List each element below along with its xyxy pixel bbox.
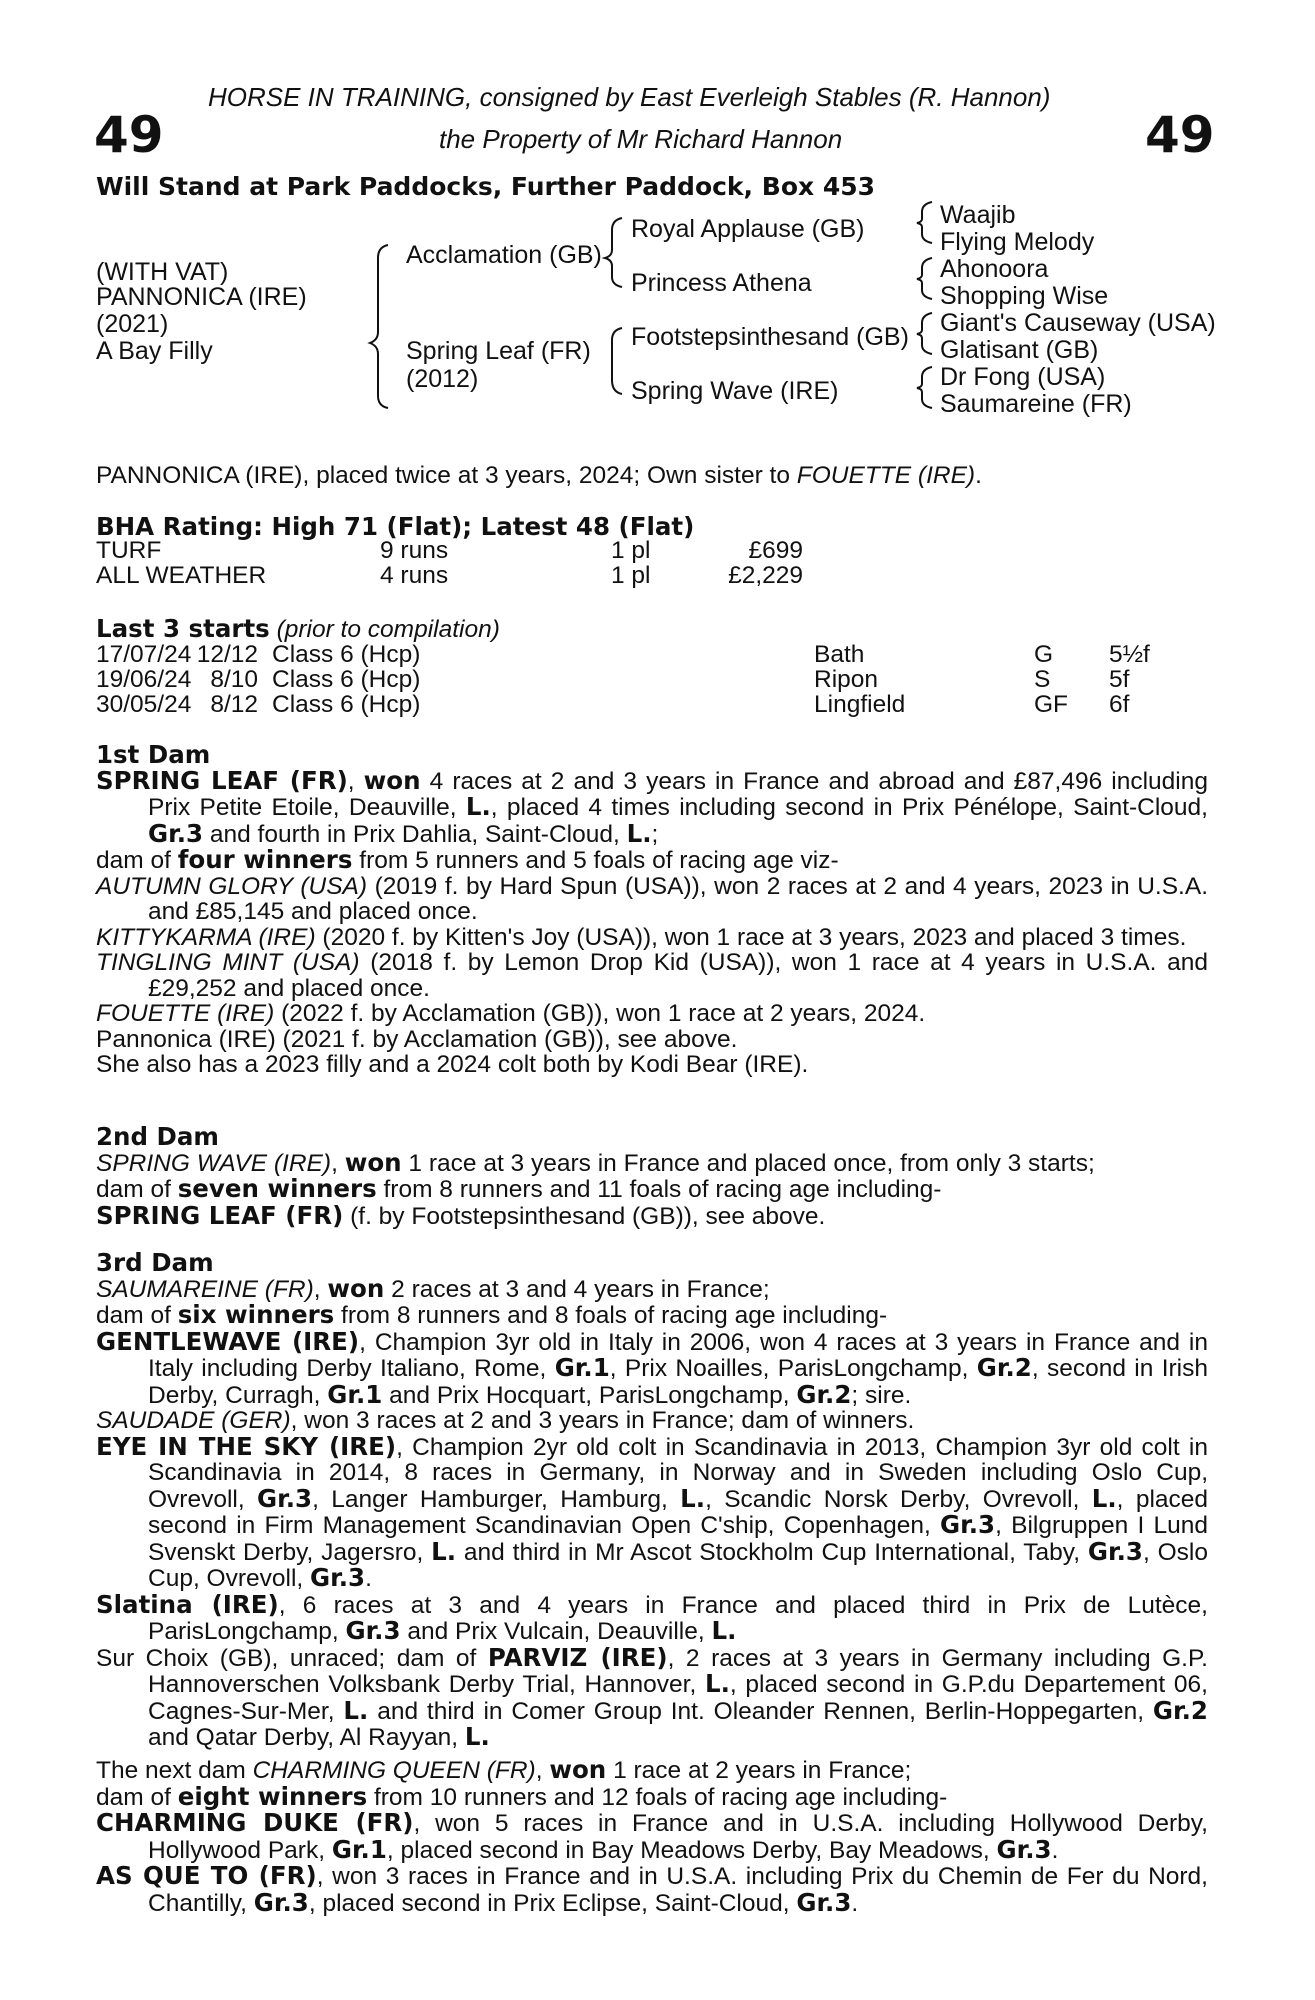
text-run: Gr.1 xyxy=(554,1353,610,1382)
text-run: TINGLING MINT (USA) xyxy=(96,949,360,976)
text-run: L. xyxy=(465,792,491,821)
text-run: , xyxy=(347,767,364,795)
text-run: Slatina (IRE) xyxy=(96,1589,279,1619)
lot-number-right: 49 xyxy=(1145,106,1215,164)
text-run: Gr.3 xyxy=(796,1887,852,1917)
text-run: Gr.1 xyxy=(327,1379,383,1409)
section-title: 2nd Dam xyxy=(96,1122,219,1151)
text-run: EYE IN THE SKY (IRE) xyxy=(96,1431,397,1461)
text-run: Gr.3 xyxy=(310,1563,366,1592)
text-run: , Champion 3yr old in Italy in 2006, won 4 races at 3 years in France and in Italy including Derby Italiano, Rome, xyxy=(148,1328,1208,1382)
text-run: Gr.1 xyxy=(331,1834,387,1864)
text-run: and third in Mr Ascot Stockholm Cup International, Taby, xyxy=(456,1538,1088,1566)
text-run: L. xyxy=(464,1722,490,1751)
text-run: and Prix Hocquart, ParisLongchamp, xyxy=(382,1381,797,1409)
text-run: seven winners xyxy=(177,1174,377,1203)
third-dam-record xyxy=(96,1273,1208,1303)
start-distance: 5½f xyxy=(1109,641,1150,668)
foal-entry xyxy=(96,925,1208,951)
start-date: 17/07/24 xyxy=(96,641,192,668)
foal-entry xyxy=(96,1027,1208,1053)
text-run: from 5 runners and 5 foals of racing age viz- xyxy=(352,847,839,874)
start-class: Class 6 (Hcp) xyxy=(272,666,421,693)
ancestor-ddd: Saumareine (FR) xyxy=(940,390,1132,418)
text-run: , xyxy=(535,1757,550,1784)
last-starts-table xyxy=(96,642,1150,717)
sire-dam: Princess Athena xyxy=(631,269,812,297)
text-run: , xyxy=(331,1149,345,1177)
text-run: SAUDADE (GER) xyxy=(96,1407,291,1434)
last-starts-heading xyxy=(96,616,500,643)
foal-entry xyxy=(96,1001,1208,1027)
bha-rating-title: BHA Rating: High 71 (Flat); Latest 48 (Flat) xyxy=(96,512,695,541)
text-run: AUTUMN GLORY (USA) xyxy=(96,872,368,900)
text-run: Gr.3 xyxy=(148,818,204,848)
runs: 9 runs xyxy=(380,537,449,564)
text-run: won xyxy=(363,765,421,795)
text-run: AS QUE TO (FR) xyxy=(96,1861,317,1890)
text-run: L. xyxy=(704,1669,730,1698)
text-run: dam of xyxy=(96,1176,178,1203)
summary-end: . xyxy=(975,462,982,489)
text-run: SPRING LEAF (FR) xyxy=(96,765,348,795)
text-run: and Qatar Derby, Al Rayyan, xyxy=(148,1724,465,1751)
text-run: won xyxy=(327,1273,385,1303)
text-run: Pannonica (IRE) (2021 f. by Acclamation (GB)), see above. xyxy=(96,1025,738,1053)
text-run: , placed 4 times including second in Prix Pénélope, Saint-Cloud, xyxy=(490,794,1208,821)
foal-entry xyxy=(96,1408,1208,1434)
grandfoal-entry xyxy=(96,1642,1208,1751)
stand-location: Will Stand at Park Paddocks, Further Paddock, Box 453 xyxy=(96,172,876,201)
foal-entry xyxy=(96,1863,1208,1916)
text-run: , xyxy=(313,1275,328,1303)
summary-text: PANNONICA (IRE), placed twice at 3 years, 2024; Own sister to xyxy=(96,462,797,489)
consignor-line: HORSE IN TRAINING, consigned by East Everleigh Stables (R. Hannon) xyxy=(208,82,1051,112)
text-run: L. xyxy=(626,818,652,848)
text-run: from 8 runners and 11 foals of racing age including- xyxy=(376,1176,942,1203)
dam-year: (2012) xyxy=(406,365,479,393)
text-run: won xyxy=(344,1147,402,1177)
text-run: She also has a 2023 filly and a 2024 colt both by Kodi Bear (IRE). xyxy=(96,1051,809,1078)
start-date: 19/06/24 xyxy=(96,666,192,693)
ancestor-sds: Ahonoora xyxy=(940,255,1049,283)
foal-entry xyxy=(96,1326,1209,1409)
text-run: , Bilgruppen I Lund Svenskt Derby, Jagersro, xyxy=(148,1512,1208,1566)
dam: Spring Leaf (FR) xyxy=(406,337,591,365)
foal-entry xyxy=(96,874,1208,925)
text-run: from 8 runners and 8 foals of racing age including- xyxy=(334,1302,888,1329)
text-run: , placed second in Firm Management Scandinavian Open C'ship, Copenhagen, xyxy=(148,1485,1209,1539)
rating-row xyxy=(96,563,803,588)
text-run: Gr.2 xyxy=(796,1379,852,1409)
dam-dam: Spring Wave (IRE) xyxy=(631,377,839,405)
text-run: dam of xyxy=(96,1783,178,1811)
sire: Acclamation (GB) xyxy=(406,241,602,269)
foal-entry xyxy=(96,950,1208,1001)
text-run: (2022 f. by Acclamation (GB)), won 1 race at 2 years, 2024. xyxy=(274,1000,926,1027)
text-run: Gr.3 xyxy=(345,1616,401,1645)
ancestor-dds: Dr Fong (USA) xyxy=(940,363,1106,391)
text-run: (f. by Footstepsinthesand (GB)), see above. xyxy=(343,1202,826,1230)
property-line: the Property of Mr Richard Hannon xyxy=(439,124,843,154)
sire-sire: Royal Applause (GB) xyxy=(631,215,865,243)
text-run: The next dam xyxy=(96,1757,253,1784)
next-dam-section xyxy=(96,1757,1208,1916)
section-title: 1st Dam xyxy=(96,740,211,769)
start-position: 12/12 xyxy=(196,641,258,668)
text-run: (2020 f. by Kitten's Joy (USA)), won 1 race at 3 years, 2023 and placed 3 times. xyxy=(315,923,1187,951)
horse-name: PANNONICA (IRE) xyxy=(96,283,307,311)
first-dam-record xyxy=(96,765,1209,848)
start-position: 8/10 xyxy=(210,666,258,693)
start-course: Ripon xyxy=(814,666,879,693)
text-run: (2018 f. by Lemon Drop Kid (USA)), won 1 race at 4 years in U.S.A. and £29,252 and placed once. xyxy=(148,949,1208,1002)
text-run: PARVIZ (IRE) xyxy=(487,1642,668,1672)
text-run: dam of xyxy=(96,847,178,874)
text-run: , Champion 2yr old colt in Scandinavia in 2013, Champion 3yr old colt in Scandinavia in 2014, 8 races in Germany, in Norway and in Sweden including Oslo Cup, Ovrevoll, xyxy=(148,1433,1208,1513)
foal-entry xyxy=(96,1200,1208,1230)
foal-entry xyxy=(96,1810,1208,1863)
ancestor-dss: Giant's Causeway (USA) xyxy=(940,309,1216,337)
first-dam-note xyxy=(96,1052,1208,1078)
placed: 1 pl xyxy=(611,562,651,589)
start-distance: 5f xyxy=(1109,666,1130,693)
text-run: , 6 races at 3 and 4 years in France and placed third in Prix de Lutèce, ParisLongchamp, xyxy=(148,1591,1208,1645)
text-run: Gr.3 xyxy=(257,1483,313,1513)
text-run: Gr.3 xyxy=(1087,1536,1143,1566)
text-run: 1 race at 2 years in France; xyxy=(606,1757,912,1784)
start-date: 30/05/24 xyxy=(96,691,192,718)
text-run: Gr.3 xyxy=(253,1887,309,1917)
start-distance: 6f xyxy=(1109,691,1130,718)
text-run: Gr.3 xyxy=(996,1834,1052,1864)
last-starts-note: (prior to compilation) xyxy=(276,616,500,643)
prize-money: £2,229 xyxy=(728,562,803,589)
text-run: , second in Irish Derby, Curragh, xyxy=(148,1355,1209,1409)
start-going: GF xyxy=(1034,691,1069,718)
lot-number-left: 49 xyxy=(94,106,164,164)
text-run: CHARMING DUKE (FR) xyxy=(96,1808,414,1837)
text-run: , Langer Hamburger, Hamburg, xyxy=(312,1485,681,1513)
summary-line xyxy=(96,463,982,489)
placed: 1 pl xyxy=(611,537,651,564)
text-run: won xyxy=(549,1755,607,1784)
third-dam-section xyxy=(96,1250,1208,1751)
text-run: L. xyxy=(343,1695,369,1725)
text-run: . xyxy=(851,1889,859,1917)
text-run: (2019 f. by Hard Spun (USA)), won 2 races at 2 and 4 years, 2023 in U.S.A. and £85,145 and placed once. xyxy=(148,872,1208,925)
text-run: , placed second in G.P.du Departement 06, Cagnes-Sur-Mer, xyxy=(148,1671,1208,1725)
prize-money: £699 xyxy=(748,537,803,564)
last-starts-title: Last 3 starts xyxy=(96,614,270,643)
vat-note: (WITH VAT) xyxy=(96,258,229,286)
text-run: , Prix Noailles, ParisLongchamp, xyxy=(609,1355,977,1382)
text-run: L. xyxy=(431,1536,457,1566)
start-class: Class 6 (Hcp) xyxy=(272,641,421,668)
foaling-year: (2021) xyxy=(96,310,169,338)
rating-table xyxy=(96,538,803,588)
text-run: L. xyxy=(711,1616,737,1645)
text-run: eight winners xyxy=(177,1781,368,1811)
text-run: and fourth in Prix Dahlia, Saint-Cloud, xyxy=(203,820,627,848)
summary-sister: FOUETTE (IRE) xyxy=(796,462,976,489)
text-run: , won 5 races in France and in U.S.A. including Hollywood Derby, Hollywood Park, xyxy=(148,1810,1208,1864)
dam-sire: Footstepsinthesand (GB) xyxy=(631,323,909,351)
text-run: SPRING WAVE (IRE) xyxy=(96,1149,332,1177)
text-run: GENTLEWAVE (IRE) xyxy=(96,1326,360,1356)
start-row xyxy=(96,667,1150,692)
second-dam-section xyxy=(96,1124,1208,1229)
text-run: . xyxy=(365,1565,372,1592)
first-dam-section xyxy=(96,742,1208,1078)
grandfoal-entry xyxy=(96,1589,1208,1645)
start-going: G xyxy=(1034,641,1054,668)
text-run: Gr.2 xyxy=(1152,1695,1208,1725)
start-position: 8/12 xyxy=(210,691,258,718)
text-run: L. xyxy=(680,1483,706,1513)
first-dam-produce xyxy=(96,847,1208,874)
start-course: Bath xyxy=(814,641,865,668)
text-run: Gr.3 xyxy=(940,1510,996,1539)
surface: ALL WEATHER xyxy=(96,562,267,589)
text-run: CHARMING QUEEN (FR) xyxy=(252,1757,536,1784)
text-run: ; xyxy=(651,820,659,848)
text-run: , placed second in Prix Eclipse, Saint-Cloud, xyxy=(308,1889,797,1917)
text-run: SAUMAREINE (FR) xyxy=(96,1275,314,1303)
horse-description: A Bay Filly xyxy=(96,337,213,365)
start-row xyxy=(96,692,1150,717)
grandfoal-entry xyxy=(96,1431,1209,1592)
text-run: Gr.2 xyxy=(976,1353,1032,1382)
text-run: four winners xyxy=(177,845,353,874)
start-going: S xyxy=(1034,666,1051,693)
text-run: dam of xyxy=(96,1302,178,1329)
text-run: Sur Choix (GB), unraced; dam of xyxy=(96,1644,488,1672)
second-dam-produce xyxy=(96,1176,1208,1203)
second-dam-record xyxy=(96,1147,1208,1177)
next-dam-produce xyxy=(96,1781,1208,1811)
surface: TURF xyxy=(96,537,162,564)
start-class: Class 6 (Hcp) xyxy=(272,691,421,718)
text-run: , won 3 races at 2 and 3 years in France; dam of winners. xyxy=(290,1407,915,1434)
text-run: L. xyxy=(1091,1483,1117,1513)
start-course: Lingfield xyxy=(814,691,906,718)
ancestor-sss: Waajib xyxy=(940,201,1016,229)
text-run: and third in Comer Group Int. Oleander Rennen, Berlin-Hoppegarten, xyxy=(368,1697,1153,1725)
rating-row xyxy=(96,538,803,563)
text-run: from 10 runners and 12 foals of racing age including- xyxy=(367,1783,948,1811)
text-run: 1 race at 3 years in France and placed once, from only 3 starts; xyxy=(401,1149,1095,1177)
text-run: SPRING LEAF (FR) xyxy=(96,1200,344,1230)
third-dam-produce xyxy=(96,1302,1208,1329)
text-run: , Scandic Norsk Derby, Ovrevoll, xyxy=(705,1485,1092,1513)
section-title: 3rd Dam xyxy=(96,1248,214,1277)
text-run: , Oslo Cup, Ovrevoll, xyxy=(148,1538,1208,1592)
text-run: FOUETTE (IRE) xyxy=(96,1000,275,1027)
text-run: . xyxy=(1051,1836,1059,1864)
ancestor-sdd: Shopping Wise xyxy=(940,282,1109,310)
runs: 4 runs xyxy=(380,562,449,589)
text-run: KITTYKARMA (IRE) xyxy=(96,923,316,951)
start-row xyxy=(96,642,1150,667)
text-run: 2 races at 3 and 4 years in France; xyxy=(384,1275,770,1303)
text-run: six winners xyxy=(177,1300,335,1329)
text-run: , 2 races at 3 years in Germany including G.P. Hannoverschen Volksbank Derby Trial, Hannover, xyxy=(148,1644,1208,1698)
text-run: , placed second in Bay Meadows Derby, Bay Meadows, xyxy=(386,1836,997,1864)
text-run: and Prix Vulcain, Deauville, xyxy=(400,1618,712,1645)
text-run: , won 3 races in France and in U.S.A. including Prix du Chemin de Fer du Nord, Chantilly, xyxy=(148,1863,1208,1917)
text-run: ; sire. xyxy=(851,1381,912,1409)
ancestor-ssd: Flying Melody xyxy=(940,228,1095,256)
text-run: 4 races at 2 and 3 years in France and abroad and £87,496 including Prix Petite Etoile, Deauville, xyxy=(148,767,1209,821)
next-dam-record xyxy=(96,1757,1208,1784)
ancestor-dsd: Glatisant (GB) xyxy=(940,336,1099,364)
